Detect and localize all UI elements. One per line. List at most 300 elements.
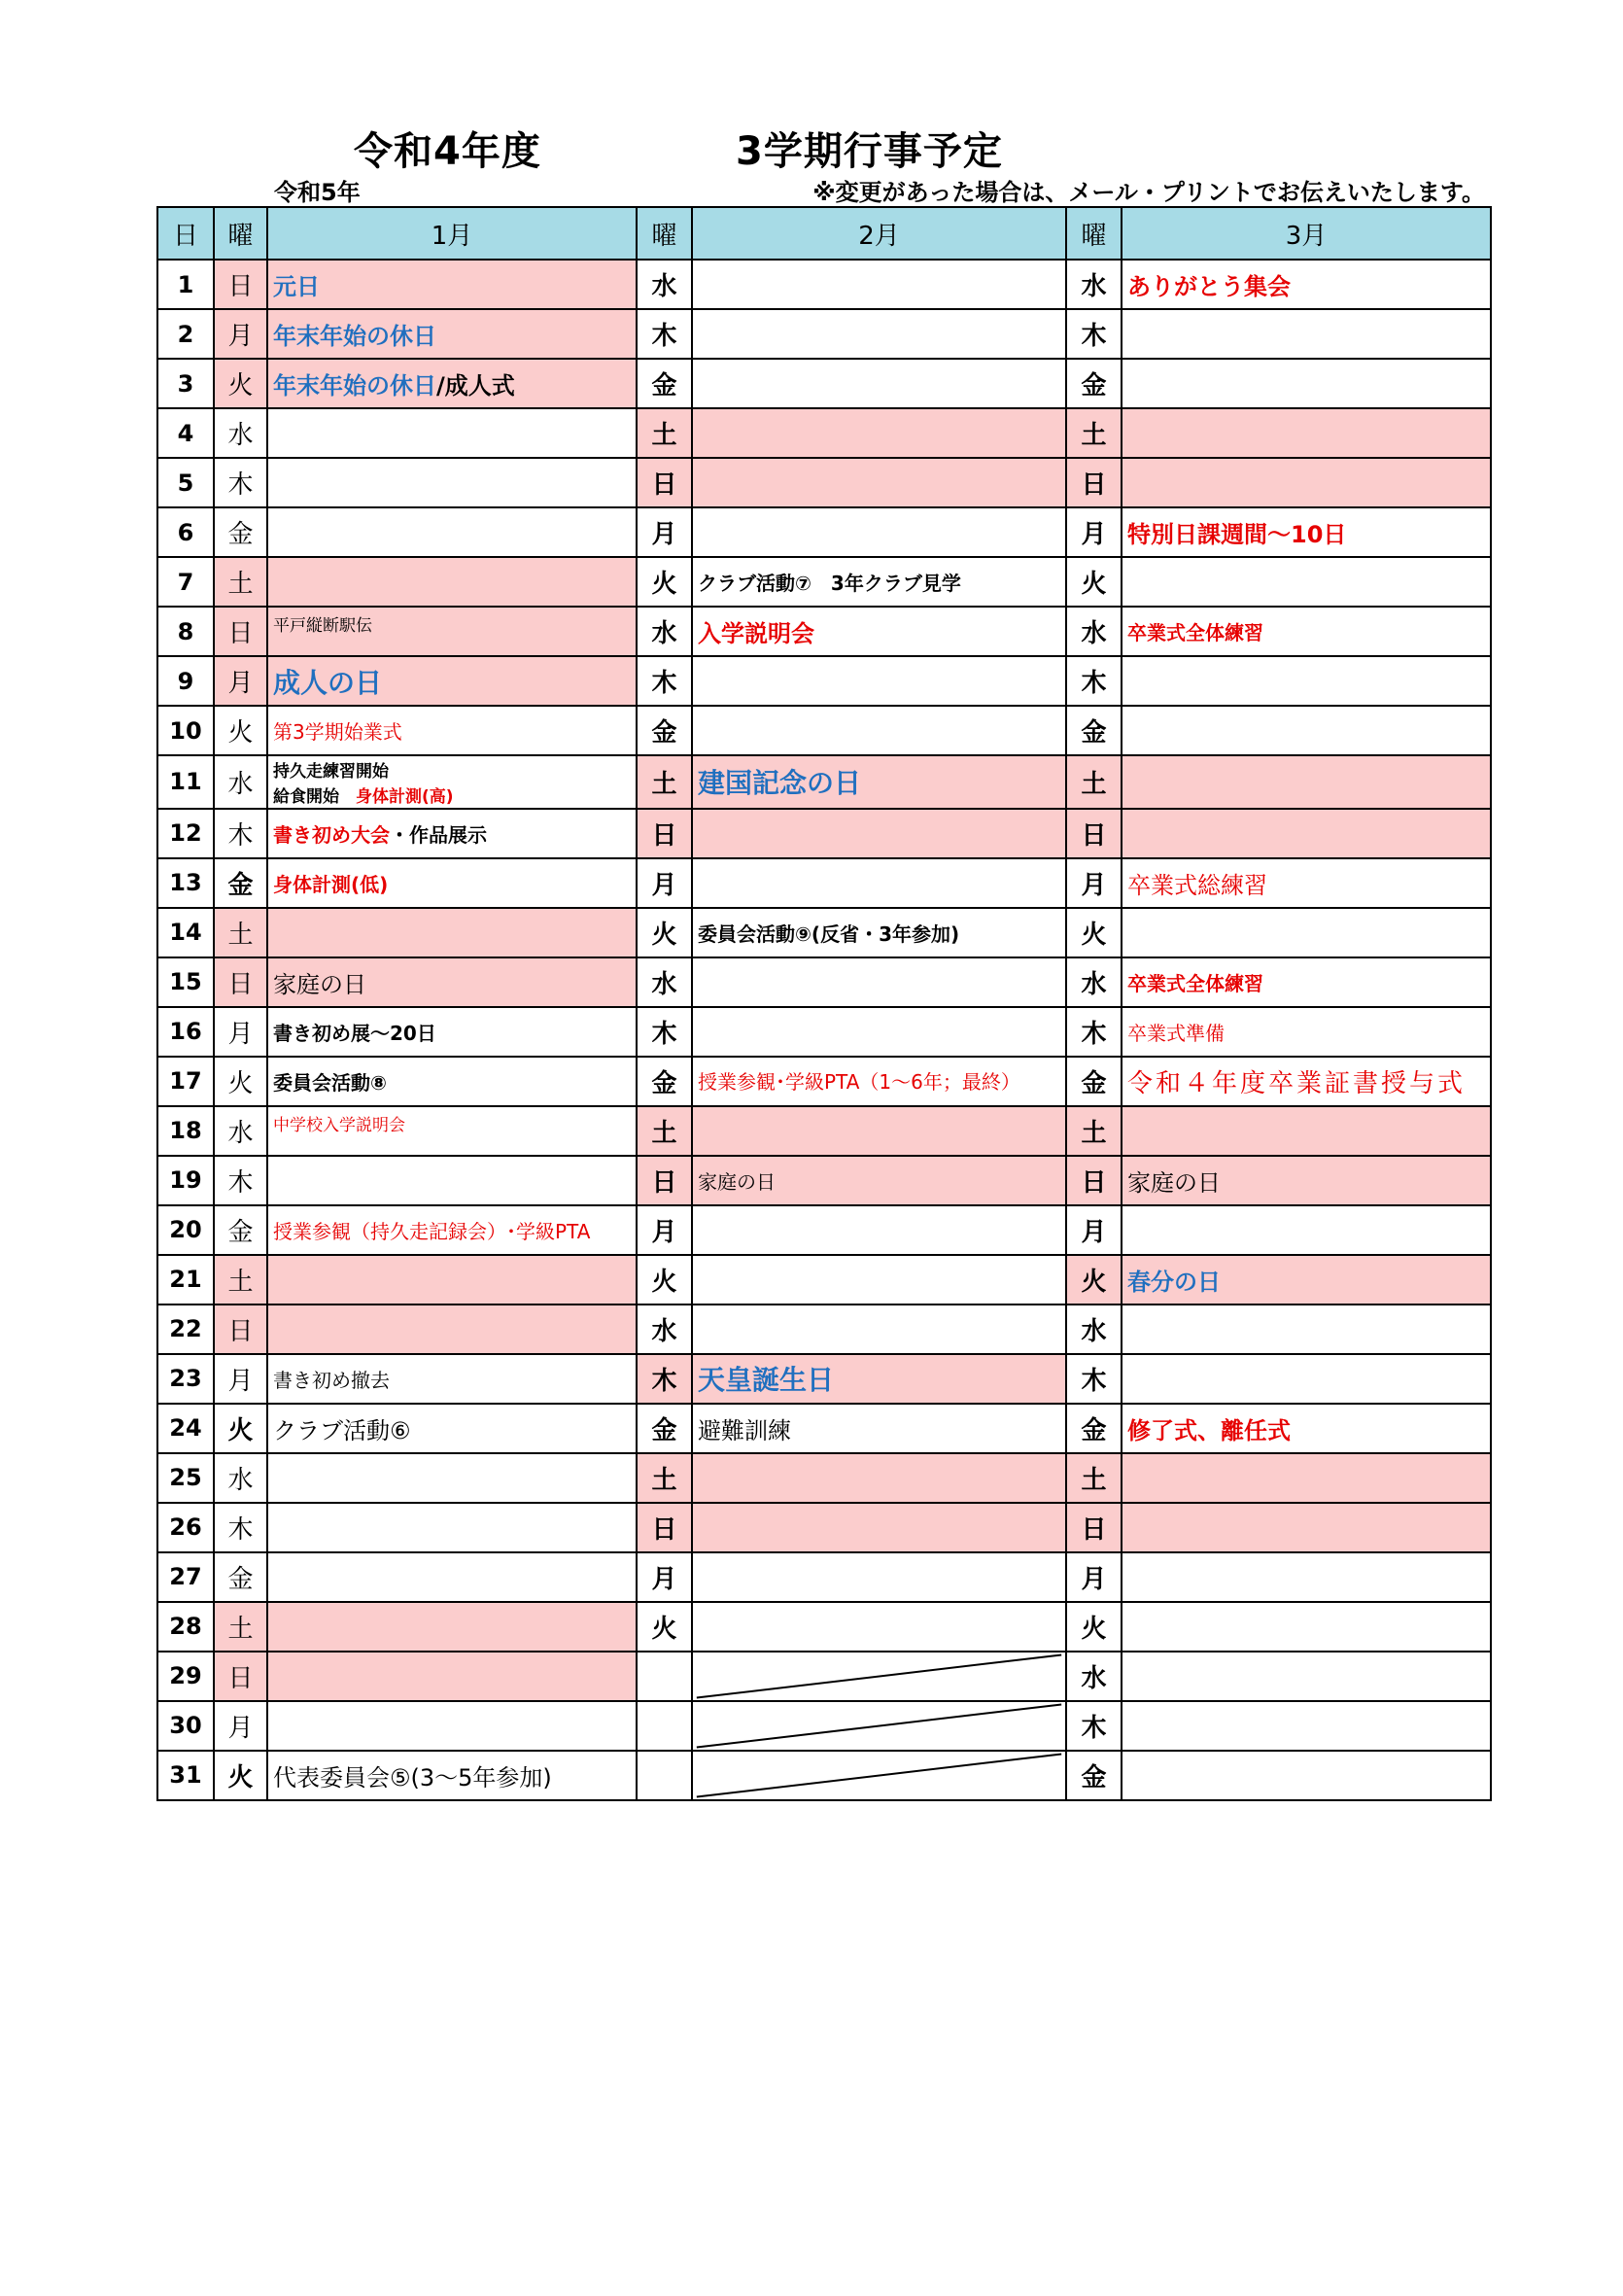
table-row — [157, 408, 1491, 458]
weekday-mar: 日 — [1066, 809, 1122, 858]
weekday-jan: 金 — [214, 1552, 267, 1602]
weekday-feb: 土 — [637, 1106, 692, 1156]
table-row — [157, 858, 1491, 908]
event-text: 元日 — [273, 273, 320, 300]
event-feb — [692, 908, 1066, 957]
event-feb — [692, 359, 1066, 408]
weekday-jan: 火 — [214, 359, 267, 408]
weekday-mar: 火 — [1066, 557, 1122, 607]
event-jan — [267, 908, 637, 957]
weekday-feb: 水 — [637, 957, 692, 1007]
day-number: 18 — [157, 1106, 214, 1156]
schedule-table — [156, 206, 1492, 1801]
table-row — [157, 458, 1491, 507]
weekday-jan: 金 — [214, 507, 267, 557]
table-row — [157, 1552, 1491, 1602]
weekday-jan: 月 — [214, 309, 267, 359]
event-mar — [1122, 1305, 1491, 1354]
weekday-feb-empty — [637, 1751, 692, 1800]
event-text: 春分の日 — [1127, 1268, 1221, 1296]
event-jan — [267, 1057, 637, 1106]
change-notice: ※変更があった場合は、メール・プリントでお伝えいたします。 — [812, 179, 1485, 206]
table-row — [157, 1751, 1491, 1800]
event-jan — [267, 1503, 637, 1552]
weekday-jan: 水 — [214, 755, 267, 809]
day-number: 20 — [157, 1205, 214, 1255]
event-jan — [267, 1751, 637, 1800]
weekday-jan: 月 — [214, 1007, 267, 1057]
weekday-jan: 月 — [214, 1354, 267, 1404]
event-text: ありがとう集会 — [1127, 273, 1291, 300]
event-mar — [1122, 1453, 1491, 1503]
table-row — [157, 1255, 1491, 1305]
event-jan — [267, 1156, 637, 1205]
event-mar — [1122, 1552, 1491, 1602]
day-number: 9 — [157, 656, 214, 706]
event-jan — [267, 1652, 637, 1701]
event-feb — [692, 309, 1066, 359]
event-text: クラブ活動⑦ 3年クラブ見学 — [698, 572, 961, 595]
day-number: 15 — [157, 957, 214, 1007]
event-text: 天皇誕生日 — [698, 1364, 835, 1397]
weekday-jan: 日 — [214, 1652, 267, 1701]
table-row — [157, 1602, 1491, 1652]
weekday-jan: 日 — [214, 957, 267, 1007]
event-jan — [267, 309, 637, 359]
event-jan — [267, 755, 637, 809]
weekday-mar: 月 — [1066, 858, 1122, 908]
weekday-feb: 木 — [637, 1007, 692, 1057]
event-text: 書き初め撤去 — [273, 1368, 390, 1392]
event-feb — [692, 260, 1066, 309]
weekday-mar: 土 — [1066, 408, 1122, 458]
event-feb — [692, 1305, 1066, 1354]
event-mar — [1122, 557, 1491, 607]
event-feb — [692, 1007, 1066, 1057]
weekday-jan: 月 — [214, 1701, 267, 1751]
event-text: クラブ活動⑥ — [273, 1416, 411, 1444]
event-jan — [267, 557, 637, 607]
weekday-mar: 木 — [1066, 656, 1122, 706]
header-month-mar: 3月 — [1122, 207, 1491, 260]
event-mar — [1122, 359, 1491, 408]
event-jan — [267, 1354, 637, 1404]
event-feb — [692, 656, 1066, 706]
event-text: 授業参観･学級PTA（1～6年；最終） — [698, 1070, 1020, 1095]
weekday-jan: 日 — [214, 260, 267, 309]
weekday-mar: 水 — [1066, 957, 1122, 1007]
table-header — [157, 207, 1491, 260]
day-number: 2 — [157, 309, 214, 359]
nonexistent-date-cell — [692, 1652, 1066, 1701]
event-jan — [267, 858, 637, 908]
weekday-feb: 火 — [637, 1602, 692, 1652]
event-jan — [267, 1701, 637, 1751]
weekday-mar: 火 — [1066, 1602, 1122, 1652]
weekday-feb: 日 — [637, 1503, 692, 1552]
day-number: 12 — [157, 809, 214, 858]
day-number: 10 — [157, 706, 214, 755]
event-text: 年末年始の休日 — [273, 372, 436, 400]
weekday-mar: 月 — [1066, 1552, 1122, 1602]
event-mar — [1122, 507, 1491, 557]
header-row — [157, 207, 1491, 260]
weekday-feb: 土 — [637, 755, 692, 809]
table-body — [157, 260, 1491, 1800]
weekday-jan: 木 — [214, 1156, 267, 1205]
event-text: 修了式、離任式 — [1127, 1416, 1291, 1444]
event-feb — [692, 858, 1066, 908]
event-jan — [267, 359, 637, 408]
weekday-mar: 土 — [1066, 755, 1122, 809]
weekday-feb: 火 — [637, 908, 692, 957]
day-number: 27 — [157, 1552, 214, 1602]
event-text: 代表委員会⑤(3～5年参加) — [273, 1763, 552, 1792]
table-row — [157, 1652, 1491, 1701]
header-weekday-feb: 曜 — [637, 207, 692, 260]
page-title-year: 令和4年度 — [354, 129, 541, 174]
event-text: 家庭の日 — [698, 1169, 776, 1194]
day-number: 14 — [157, 908, 214, 957]
event-mar — [1122, 1751, 1491, 1800]
event-mar — [1122, 1106, 1491, 1156]
table-row — [157, 359, 1491, 408]
weekday-feb: 土 — [637, 408, 692, 458]
table-row — [157, 1453, 1491, 1503]
weekday-feb-empty — [637, 1652, 692, 1701]
day-number: 26 — [157, 1503, 214, 1552]
table-row — [157, 1156, 1491, 1205]
weekday-feb: 日 — [637, 809, 692, 858]
table-row — [157, 809, 1491, 858]
table-row — [157, 706, 1491, 755]
day-number: 5 — [157, 458, 214, 507]
header-weekday-mar: 曜 — [1066, 207, 1122, 260]
header-month-jan: 1月 — [267, 207, 637, 260]
event-jan — [267, 1552, 637, 1602]
day-number: 3 — [157, 359, 214, 408]
table-row — [157, 957, 1491, 1007]
weekday-jan: 水 — [214, 1106, 267, 1156]
weekday-feb: 火 — [637, 557, 692, 607]
event-mar — [1122, 755, 1491, 809]
event-text: 成人の日 — [273, 666, 383, 699]
header-month-feb: 2月 — [692, 207, 1066, 260]
weekday-jan: 土 — [214, 1602, 267, 1652]
weekday-feb: 金 — [637, 359, 692, 408]
day-number: 6 — [157, 507, 214, 557]
event-feb — [692, 1205, 1066, 1255]
event-jan — [267, 1255, 637, 1305]
event-mar — [1122, 1255, 1491, 1305]
event-mar — [1122, 858, 1491, 908]
table-row — [157, 1354, 1491, 1404]
event-text: 卒業式全体練習 — [1127, 971, 1263, 995]
table-row — [157, 607, 1491, 656]
nonexistent-date-cell — [692, 1751, 1066, 1800]
event-text: 卒業式総練習 — [1127, 871, 1267, 899]
weekday-mar: 水 — [1066, 1305, 1122, 1354]
event-text: 建国記念の日 — [698, 767, 862, 800]
event-feb — [692, 507, 1066, 557]
event-text: 中学校入学説明会 — [273, 1115, 405, 1135]
day-number: 8 — [157, 607, 214, 656]
weekday-feb: 金 — [637, 706, 692, 755]
event-feb — [692, 1404, 1066, 1453]
day-number: 11 — [157, 755, 214, 809]
event-mar — [1122, 1404, 1491, 1453]
event-mar — [1122, 908, 1491, 957]
weekday-jan: 木 — [214, 809, 267, 858]
event-mar — [1122, 809, 1491, 858]
event-text: 授業参観（持久走記録会）･学級PTA — [273, 1219, 591, 1243]
weekday-mar: 日 — [1066, 458, 1122, 507]
event-feb — [692, 809, 1066, 858]
weekday-feb: 日 — [637, 458, 692, 507]
event-text: 書き初め展～20日 — [273, 1021, 436, 1045]
weekday-mar: 土 — [1066, 1106, 1122, 1156]
event-jan — [267, 1602, 637, 1652]
weekday-jan: 木 — [214, 458, 267, 507]
weekday-jan: 土 — [214, 908, 267, 957]
event-feb — [692, 1602, 1066, 1652]
weekday-feb: 土 — [637, 1453, 692, 1503]
event-text: 身体計測(低) — [273, 872, 389, 896]
event-text: 特別日課週間～10日 — [1127, 521, 1347, 548]
weekday-mar: 日 — [1066, 1503, 1122, 1552]
day-number: 13 — [157, 858, 214, 908]
weekday-feb: 月 — [637, 1552, 692, 1602]
weekday-feb: 月 — [637, 507, 692, 557]
event-text: 持久走練習開始 — [273, 762, 389, 782]
weekday-mar: 日 — [1066, 1156, 1122, 1205]
day-number: 7 — [157, 557, 214, 607]
weekday-feb: 火 — [637, 1255, 692, 1305]
event-text: 平戸縦断駅伝 — [273, 616, 372, 636]
event-text: 避難訓練 — [698, 1416, 791, 1444]
header-day: 日 — [157, 207, 214, 260]
weekday-jan: 土 — [214, 557, 267, 607]
event-text: 入学説明会 — [698, 620, 814, 647]
weekday-jan: 日 — [214, 607, 267, 656]
event-text: 書き初め大会 — [273, 822, 390, 847]
page-title-schedule: 3学期行事予定 — [736, 129, 1003, 174]
header-weekday-jan: 曜 — [214, 207, 267, 260]
event-feb — [692, 1255, 1066, 1305]
calendar-year: 令和5年 — [274, 179, 361, 206]
event-mar — [1122, 1701, 1491, 1751]
event-mar — [1122, 1007, 1491, 1057]
weekday-jan: 水 — [214, 408, 267, 458]
weekday-jan: 水 — [214, 1453, 267, 1503]
event-text: 第3学期始業式 — [273, 720, 402, 744]
event-text: 家庭の日 — [1127, 1168, 1221, 1197]
weekday-feb-empty — [637, 1701, 692, 1751]
event-feb — [692, 1354, 1066, 1404]
weekday-mar: 金 — [1066, 1404, 1122, 1453]
day-number: 29 — [157, 1652, 214, 1701]
weekday-mar: 月 — [1066, 1205, 1122, 1255]
event-mar — [1122, 706, 1491, 755]
table-row — [157, 260, 1491, 309]
weekday-mar: 金 — [1066, 359, 1122, 408]
weekday-mar: 月 — [1066, 507, 1122, 557]
table-row — [157, 1057, 1491, 1106]
event-mar — [1122, 309, 1491, 359]
event-feb — [692, 1106, 1066, 1156]
weekday-jan: 日 — [214, 1305, 267, 1354]
day-number: 16 — [157, 1007, 214, 1057]
event-line — [273, 756, 631, 782]
weekday-mar: 金 — [1066, 706, 1122, 755]
event-text: 家庭の日 — [273, 970, 366, 998]
weekday-feb: 木 — [637, 1354, 692, 1404]
event-jan — [267, 706, 637, 755]
weekday-feb: 水 — [637, 260, 692, 309]
event-feb — [692, 1552, 1066, 1602]
weekday-feb: 日 — [637, 1156, 692, 1205]
event-mar — [1122, 957, 1491, 1007]
weekday-mar: 水 — [1066, 607, 1122, 656]
day-number: 28 — [157, 1602, 214, 1652]
day-number: 25 — [157, 1453, 214, 1503]
day-number: 1 — [157, 260, 214, 309]
day-number: 21 — [157, 1255, 214, 1305]
table-row — [157, 1404, 1491, 1453]
weekday-mar: 火 — [1066, 1255, 1122, 1305]
weekday-mar: 金 — [1066, 1057, 1122, 1106]
weekday-jan: 金 — [214, 858, 267, 908]
weekday-jan: 火 — [214, 1404, 267, 1453]
event-jan — [267, 809, 637, 858]
event-text: 卒業式準備 — [1127, 1021, 1225, 1045]
day-number: 19 — [157, 1156, 214, 1205]
event-jan — [267, 1305, 637, 1354]
weekday-mar: 木 — [1066, 1701, 1122, 1751]
table-row — [157, 309, 1491, 359]
event-feb — [692, 1453, 1066, 1503]
event-mar — [1122, 1354, 1491, 1404]
table-row — [157, 1007, 1491, 1057]
event-jan — [267, 408, 637, 458]
event-jan — [267, 260, 637, 309]
event-feb — [692, 408, 1066, 458]
weekday-jan: 火 — [214, 706, 267, 755]
weekday-feb: 木 — [637, 309, 692, 359]
day-number: 31 — [157, 1751, 214, 1800]
weekday-feb: 月 — [637, 858, 692, 908]
event-text: /成人式 — [436, 372, 515, 400]
day-number: 24 — [157, 1404, 214, 1453]
event-feb — [692, 755, 1066, 809]
table-row — [157, 1106, 1491, 1156]
event-mar — [1122, 1156, 1491, 1205]
event-jan — [267, 1453, 637, 1503]
nonexistent-date-cell — [692, 1701, 1066, 1751]
table-row — [157, 656, 1491, 706]
weekday-feb: 金 — [637, 1404, 692, 1453]
event-mar — [1122, 607, 1491, 656]
weekday-feb: 水 — [637, 1305, 692, 1354]
weekday-feb: 木 — [637, 656, 692, 706]
event-text: ・作品展示 — [390, 822, 487, 847]
event-mar — [1122, 260, 1491, 309]
event-text: 委員会活動⑨(反省・3年参加) — [698, 922, 960, 946]
event-mar — [1122, 1503, 1491, 1552]
event-line — [273, 782, 631, 807]
weekday-mar: 金 — [1066, 1751, 1122, 1800]
event-mar — [1122, 1057, 1491, 1106]
event-feb — [692, 557, 1066, 607]
event-jan — [267, 1106, 637, 1156]
event-feb — [692, 706, 1066, 755]
table-row — [157, 1305, 1491, 1354]
event-feb — [692, 1156, 1066, 1205]
event-text: 令和４年度卒業証書授与式 — [1127, 1068, 1467, 1098]
event-jan — [267, 656, 637, 706]
table-row — [157, 557, 1491, 607]
event-mar — [1122, 656, 1491, 706]
event-text: 身体計測(高) — [356, 787, 454, 808]
event-text: 卒業式全体練習 — [1127, 621, 1263, 644]
weekday-feb: 月 — [637, 1205, 692, 1255]
event-mar — [1122, 1205, 1491, 1255]
table-row — [157, 755, 1491, 809]
day-number: 22 — [157, 1305, 214, 1354]
event-jan — [267, 1007, 637, 1057]
event-mar — [1122, 1602, 1491, 1652]
event-mar — [1122, 408, 1491, 458]
weekday-jan: 月 — [214, 656, 267, 706]
table-row — [157, 1205, 1491, 1255]
day-number: 30 — [157, 1701, 214, 1751]
weekday-feb: 水 — [637, 607, 692, 656]
weekday-mar: 火 — [1066, 908, 1122, 957]
table-row — [157, 1503, 1491, 1552]
weekday-mar: 土 — [1066, 1453, 1122, 1503]
weekday-mar: 木 — [1066, 309, 1122, 359]
table-row — [157, 908, 1491, 957]
weekday-jan: 火 — [214, 1751, 267, 1800]
day-number: 4 — [157, 408, 214, 458]
weekday-mar: 水 — [1066, 260, 1122, 309]
weekday-jan: 木 — [214, 1503, 267, 1552]
event-feb — [692, 957, 1066, 1007]
weekday-jan: 金 — [214, 1205, 267, 1255]
event-text: 委員会活動⑧ — [273, 1070, 387, 1095]
event-jan — [267, 507, 637, 557]
weekday-mar: 水 — [1066, 1652, 1122, 1701]
event-jan — [267, 458, 637, 507]
event-jan — [267, 1404, 637, 1453]
day-number: 23 — [157, 1354, 214, 1404]
weekday-jan: 火 — [214, 1057, 267, 1106]
table-row — [157, 1701, 1491, 1751]
event-jan — [267, 1205, 637, 1255]
event-feb — [692, 458, 1066, 507]
event-jan — [267, 957, 637, 1007]
day-number: 17 — [157, 1057, 214, 1106]
event-feb — [692, 1057, 1066, 1106]
event-mar — [1122, 1652, 1491, 1701]
table-row — [157, 507, 1491, 557]
event-feb — [692, 1503, 1066, 1552]
weekday-jan: 土 — [214, 1255, 267, 1305]
event-feb — [692, 607, 1066, 656]
event-text: 年末年始の休日 — [273, 323, 436, 350]
weekday-feb: 金 — [637, 1057, 692, 1106]
event-text: 給食開始 — [273, 787, 356, 808]
